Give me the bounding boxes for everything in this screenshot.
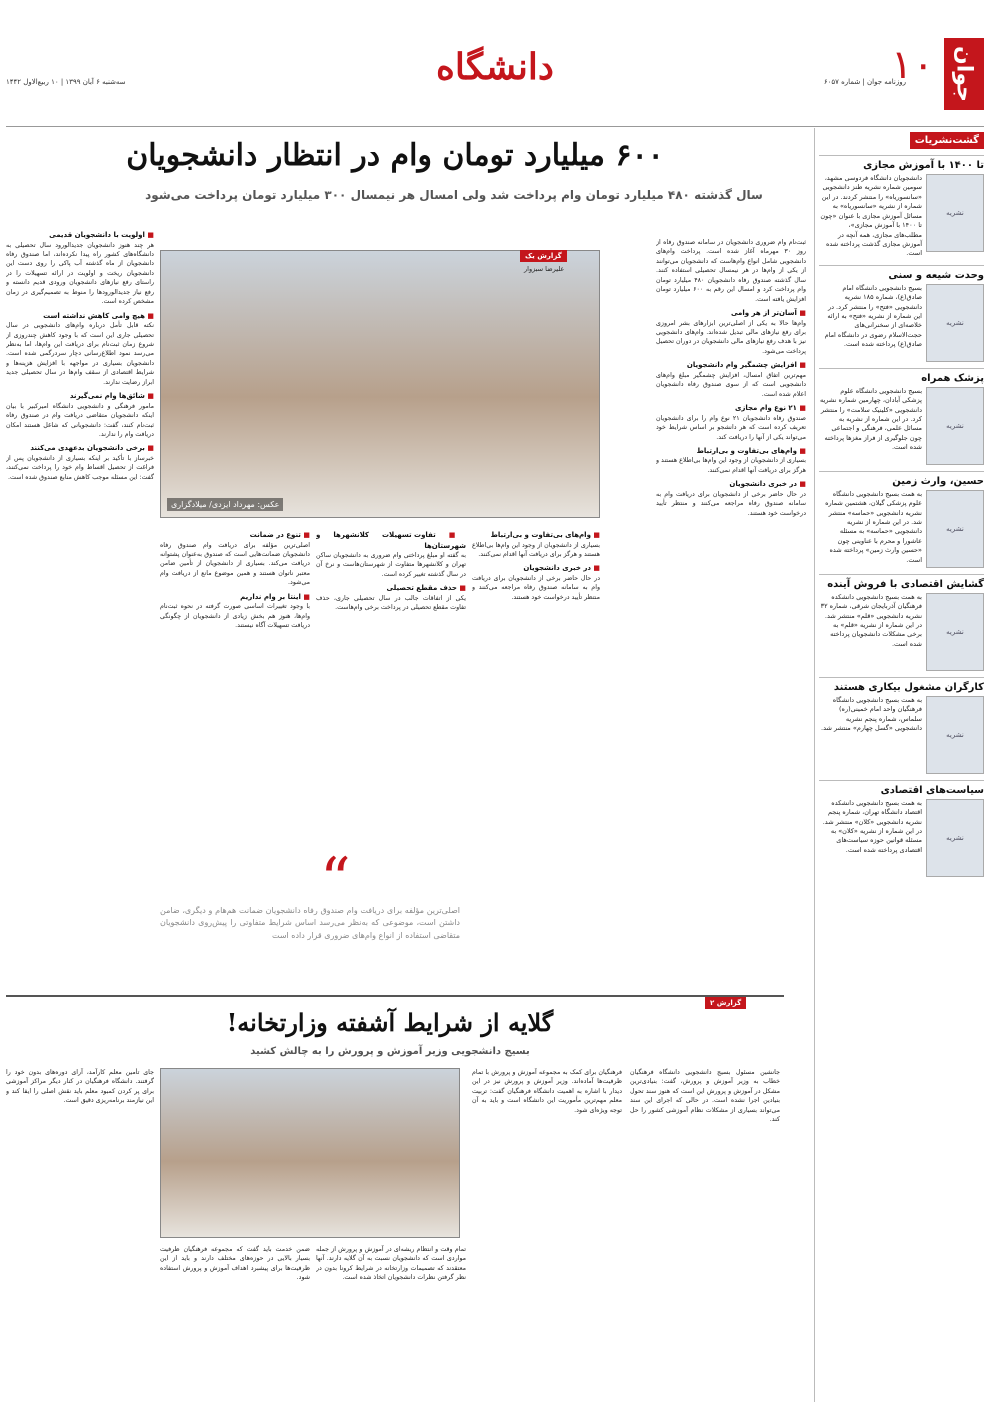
sidebar-header: گشت‌نشریات — [910, 132, 984, 149]
body-paragraph: ثبت‌نام وام ضروری دانشجویان در سامانه صندوق رفاه از روز ۳۰ مهرماه آغاز شده است. پرداخت وام‌های دانشجویی شامل انواع وام‌هاست که دانشجویان می‌توانند از یکی از وام‌ها در هر نیمسال تحصیلی استفاده کنند. سال گذشته صندوق رفاه دانشجویان ۴۸۰ میلیارد تومان وام پرداخت کرد و امسال این رقم به ۶۰۰ میلیارد تومان افزایش یافته است. — [656, 239, 806, 303]
photo-credit: عکس: مهرداد ایزدی/ میلادگزاری — [167, 498, 283, 511]
body-paragraph: نکته قابل تأمل درباره وام‌های دانشجویی در سال تحصیلی جاری این است که با وجود کاهش چندروزی از شروع زمان ثبت‌نام برای دریافت این وام‌ها، اما به‌نظر می‌رسد نمود اطلاع‌رسانی دچار سردرگمی شده است. دانشجویان بسیاری در مواجهه با افزایش هزینه‌ها و شرایط اقتصادی از سقف وام‌ها در سال تحصیلی جدید ابراز رضایت ندارند. — [6, 322, 154, 386]
body-paragraph: با وجود تغییرات اساسی صورت گرفته در نحوه ثبت‌نام وام‌ها، هنوز هم بخش زیادی از دانشجویان از چگونگی دریافت تسهیلات آگاه نیستند. — [160, 603, 310, 630]
dateline-issue: روزنامه جوان | شماره ۶۰۵۷ — [823, 78, 906, 86]
article2-column-1 — [630, 1068, 780, 1402]
report-tag-2: گزارش ۲ — [705, 997, 746, 1009]
sidebar-item-title: سیاست‌های اقتصادی — [819, 780, 984, 796]
sidebar-item — [819, 471, 984, 568]
magazine-cover-image: نشریه — [926, 593, 984, 671]
section-title: دانشگاه — [436, 46, 554, 88]
body-paragraph: در حال حاضر برخی از دانشجویان برای دریافت وام به سامانه صندوق رفاه مراجعه می‌کنند و منتظر تأیید درخواست خود هستند. — [656, 490, 806, 517]
article2-column-3 — [316, 1245, 466, 1402]
sidebar-item-title: حسین، وارث زمین — [819, 471, 984, 487]
body-paragraph: جای تأمین معلم کارآمد، آرای دوره‌های بدون خود را گرفتند. دانشگاه فرهنگیان در کنار دیگر مراکز آموزشی برای پر کردن کمبود معلم باید نقش اصلی را ایفا کند و این نیازمند برنامه‌ریزی دقیق است. — [6, 1069, 154, 1105]
sidebar-item-text: به همت بسیج دانشجویی دانشکده فرهنگیان آذربایجان شرقی، شماره ۳۲ نشریه دانشجویی «قلم» منتشر شد. در این شماره از نشریه «قلم» به برخی مشکلات دانشجویان پرداخته شده است. — [820, 592, 922, 648]
sidebar-item-title: پزشک همراه — [819, 368, 984, 384]
sidebar-item-text: بسیج دانشجویی دانشگاه امام صادق(ع)، شماره ۱۸۵ نشریه دانشجویی «فتح» را منتشر کرد. در این شماره از نشریه «فتح» به ارائه خلاصه‌ای از سخنرانی‌های حجت‌الاسلام رضوی در دانشگاه امام صادق(ع) پرداخته شده است. — [824, 283, 922, 349]
magazine-cover-image: نشریه — [926, 387, 984, 465]
body-paragraph: وام‌ها حالا به یکی از اصلی‌ترین ابزارهای بشر امروزی برای رفع نیازهای مالی تبدیل شده‌اند. وام‌های دانشجویی نیز با هدف رفع نیازهای مالی دانشجویان در دوران تحصیل پرداخت می‌شود. — [656, 319, 806, 355]
page-number: ۱۰ — [891, 42, 934, 88]
sidebar-item-text: به همت بسیج دانشجویی دانشکده اقتصاد دانشگاه تهران، شماره پنجم نشریه دانشجویی «کلان» منتشر شد. در این شماره از نشریه «کلان» به مسئله قوانین حوزه سیاست‌های اقتصادی پرداخته شده است. — [822, 798, 922, 854]
article2-subhead: بسیج دانشجویی وزیر آموزش و پرورش را به چالش کشید — [250, 1046, 530, 1057]
sidebar-item — [819, 155, 984, 259]
section-heading: ■ افزایش چشمگیر وام دانشجویان — [656, 360, 806, 371]
sidebar-item-text: دانشجویان دانشگاه فردوسی مشهد، سومین شماره نشریه طنز دانشجویی «سانسوریاه» را منتشر کردند. در این شماره از نشریه «سانسوریاه» به مسائل آموزش مجازی با عنوان «چون تا ۱۴۰۰ با آموزش مجازی»، مطلب‌های مجازی، همه آنچه در آموزش مجازی گذشت پرداخته شده است. — [820, 174, 922, 258]
section-heading: ■ وام‌های بی‌تفاوت و بی‌ارتباط — [656, 446, 806, 457]
body-paragraph: ضمن خدمت باید گفت که مجموعه فرهنگیان ظرفیت بسیار بالایی در حوزه‌های مختلف دارند و باید از این ظرفیت‌ها برای پیشبرد اهداف آموزش و پرورش استفاده شود. — [160, 1246, 310, 1282]
body-paragraph: تمام وقت و انتظام ریشه‌ای در آموزش و پرورش از جمله مواردی است که دانشجویان نسبت به آن گلایه دارند. آنها معتقدند که تصمیمات وزارتخانه در شرایط کرونا بدون در نظر گرفتن نظرات دانشجویان اتخاذ شده است. — [316, 1246, 466, 1282]
article2-column-2 — [472, 1068, 622, 1402]
article-photo — [160, 250, 600, 518]
section-heading: ■ تنوع در ضمانت — [160, 530, 310, 541]
section-heading: ■ آسان‌تر از هر وامی — [656, 308, 806, 319]
section-heading: ■ حذف مقطع تحصیلی — [316, 583, 466, 594]
article2-photo — [160, 1068, 460, 1238]
article2-column-5 — [6, 1068, 154, 1402]
article-divider — [6, 995, 784, 997]
newspaper-logo: جوان — [944, 38, 984, 110]
body-paragraph: صندوق رفاه دانشجویان ۲۱ نوع وام را برای دانشجویان تعریف کرده است که هر دانشجو بر اساس شرایط خود می‌تواند یکی از آنها را دریافت کند. — [656, 414, 806, 441]
sidebar-item-title: کارگران مشغول بیکاری هستند — [819, 677, 984, 693]
magazine-cover-image: نشریه — [926, 174, 984, 252]
magazine-cover-image: نشریه — [926, 284, 984, 362]
body-paragraph: فرهنگیان برای کمک به مجموعه آموزش و پرورش با تمام ظرفیت‌ها آماده‌اند. وزیر آموزش و پرورش نیز در این دیدار با اشاره به اهمیت دانشگاه فرهنگیان گفت: تربیت معلم مهم‌ترین مأموریت این دانشگاه است و باید به آن توجه ویژه‌ای شود. — [472, 1069, 622, 1114]
body-paragraph: بسیاری از دانشجویان از وجود این وام‌ها بی‌اطلاع هستند و هرگز برای دریافت آنها اقدام نمی‌کنند. — [472, 541, 600, 558]
section-heading: ■ شائق‌ها وام نمی‌گیرند — [6, 391, 154, 402]
magazine-cover-image: نشریه — [926, 799, 984, 877]
magazine-cover-image: نشریه — [926, 490, 984, 568]
section-heading: ■ برخی دانشجویان بدعهدی می‌کنند — [6, 443, 154, 454]
section-heading: ■ وام‌های بی‌تفاوت و بی‌ارتباط — [472, 530, 600, 541]
body-paragraph: در حال حاضر برخی از دانشجویان برای دریافت وام به سامانه صندوق رفاه مراجعه می‌کنند و منتظر تأیید درخواست خود هستند. — [472, 574, 600, 601]
body-paragraph: مهم‌ترین اتفاق امسال، افزایش چشمگیر مبلغ وام‌های دانشجویی است که از سوی صندوق رفاه دانشجویان اعلام شده است. — [656, 371, 806, 398]
sidebar-item-text: به همت بسیج دانشجویی دانشگاه فرهنگیان واحد امام خمینی(ره) سلماس، شماره پنجم نشریه دانشجویی «گسل چهارم» منتشر شد. — [821, 695, 922, 733]
sidebar-item — [819, 265, 984, 362]
body-paragraph: خبرساز با تأکید بر اینکه بسیاری از دانشجویان پس از فراغت از تحصیل اقساط وام خود را پرداخت نمی‌کنند، گفت: این مسئله موجب کاهش منابع صندوق شده است. — [6, 454, 154, 481]
quote-icon: “ — [320, 845, 351, 915]
sidebar-item-title: گشایش اقتصادی با فروش آینده — [819, 574, 984, 590]
article-column-4 — [472, 526, 600, 981]
dateline-date: سه‌شنبه ۶ آبان ۱۳۹۹ | ۱۰ ربیع‌الاول ۱۴۴۲ — [6, 78, 126, 86]
article-column-1 — [656, 238, 806, 978]
magazine-cover-image: نشریه — [926, 696, 984, 774]
body-paragraph: اصلی‌ترین مؤلفه برای دریافت وام صندوق رفاه دانشجویان ضمانت‌هایی است که صندوق به‌عنوان پشتوانه دریافت می‌کند. بسیاری از دانشجویان از تأمین ضامن معتبر ناتوان هستند و همین موضوع مانع از دریافت وام می‌شود. — [160, 541, 310, 587]
sidebar-item — [819, 574, 984, 671]
body-paragraph: یکی از اتفاقات جالب در سال تحصیلی جاری، حذف تفاوت مقطع تحصیلی در پرداخت برخی وام‌هاست. — [316, 594, 466, 612]
section-heading: ■ ۲۱ نوع وام مجازی — [656, 403, 806, 414]
section-heading: ■ هیچ وامی کاهش نداشته است — [6, 311, 154, 322]
body-paragraph: به گفته او مبلغ پرداختی وام ضروری به دانشجویان ساکن تهران و کلانشهرها متفاوت از شهرستان‌هاست و نرخ آن در سال گذشته تغییر کرده است. — [316, 552, 466, 578]
report-tag: گزارش یک — [520, 250, 567, 262]
article2-headline: گلایه از شرایط آشفته وزارتخانه! — [226, 1008, 554, 1037]
reporter-name: علیرضا سبزوار — [524, 265, 565, 273]
sidebar-item-title: تا ۱۴۰۰ با آموزش مجازی — [819, 155, 984, 171]
section-heading: ■ در خبری دانشجویان — [472, 563, 600, 574]
article-column-2 — [316, 526, 466, 841]
body-paragraph: هر چند هنوز دانشجویان جدیدالورود سال تحصیلی به دانشگاه‌های کشور راه پیدا نکرده‌اند، اما صندوق رفاه دانشجویان از ماه گذشته آب پاکی را روی دست این دانشجویان ریخت و اولویت در ارائه تسهیلات را در راستای رفع نیازهای دانشجویان ورودی قدیم دانسته و رفع نیاز جدیدالورودها را منوط به تصمیم‌گیری در زمان مشخص کرده است. — [6, 241, 154, 306]
sidebar-press-review — [814, 128, 984, 1402]
section-heading: ■ اینتا بر وام نداریم — [160, 592, 310, 603]
body-paragraph: مامور فرهنگی و دانشجویی دانشگاه امیرکبیر با بیان اینکه دانشجویان متقاضی دریافت وام در صندوق رفاه ثبت‌نام کنند، گفت: دانشجویانی که شاغل هستند امکان دریافت وام را ندارند. — [6, 402, 154, 438]
article-subhead: سال گذشته ۴۸۰ میلیارد تومان وام پرداخت شد ولی امسال هر نیمسال ۳۰۰ میلیارد تومان پرداخت می‌شود — [145, 188, 763, 202]
article-column-3 — [160, 526, 310, 841]
article-column-5 — [6, 226, 154, 986]
sidebar-item-title: وحدت شیعه و سنی — [819, 265, 984, 281]
body-paragraph: بسیاری از دانشجویان از وجود این وام‌ها بی‌اطلاع هستند و هرگز برای دریافت آنها اقدام نمی‌کنند. — [656, 457, 806, 474]
sidebar-item — [819, 780, 984, 877]
sidebar-item-text: بسیج دانشجویی دانشگاه علوم پزشکی آبادان، چهارمین شماره نشریه دانشجویی «کلینیک سلامت» را منتشر کرد. در این شماره از نشریه به مسائل علمی، فرهنگی و اجتماعی چون جلوگیری از فراز مغزها پرداخته شده است. — [819, 386, 922, 452]
section-heading: ■ تفاوت تسهیلات کلانشهرها و شهرستان‌ها — [316, 530, 466, 551]
sidebar-item-text: به همت بسیج دانشجویی دانشگاه علوم پزشکی گیلان، هشتمین شماره نشریه دانشجویی «حماسه» منتشر شد. در این شماره از نشریه دانشجویی «حماسه» به مسئله عاشورا و محرم با عناوینی چون «حسین وارث زمین» پرداخته شده است. — [825, 489, 922, 564]
section-heading: ■ در خبری دانشجویان — [656, 479, 806, 490]
body-paragraph: جانشین مسئول بسیج دانشجویی دانشگاه فرهنگیان خطاب به وزیر آموزش و پرورش، گفت: بنیادی‌ترین مشکل در آموزش و پرورش این است که هنوز سند تحول بنیادین اجرا نشده است. در حالی که اجرای این سند می‌تواند بسیاری از مشکلات نظام آموزشی کشور را حل کند. — [630, 1069, 780, 1124]
article2-column-4 — [160, 1245, 310, 1402]
masthead-rule — [6, 126, 984, 127]
section-heading: ■ اولویت با دانشجویان قدیمی — [6, 230, 154, 241]
masthead — [6, 38, 984, 110]
sidebar-item — [819, 677, 984, 774]
article-headline: ۶۰۰ میلیارد تومان وام در انتظار دانشجویان — [126, 138, 664, 173]
sidebar-item — [819, 368, 984, 465]
pull-quote: اصلی‌ترین مؤلفه برای دریافت وام صندوق رفاه دانشجویان ضمانت هم‌هام و دیگری، ضامن داشتن است، موضوعی که به‌نظر می‌رسد اساس شرایط متفاوتی را پیش‌روی دانشجویان متقاضی استفاده از انواع وام‌های ضروری قرار داده است — [160, 906, 460, 940]
